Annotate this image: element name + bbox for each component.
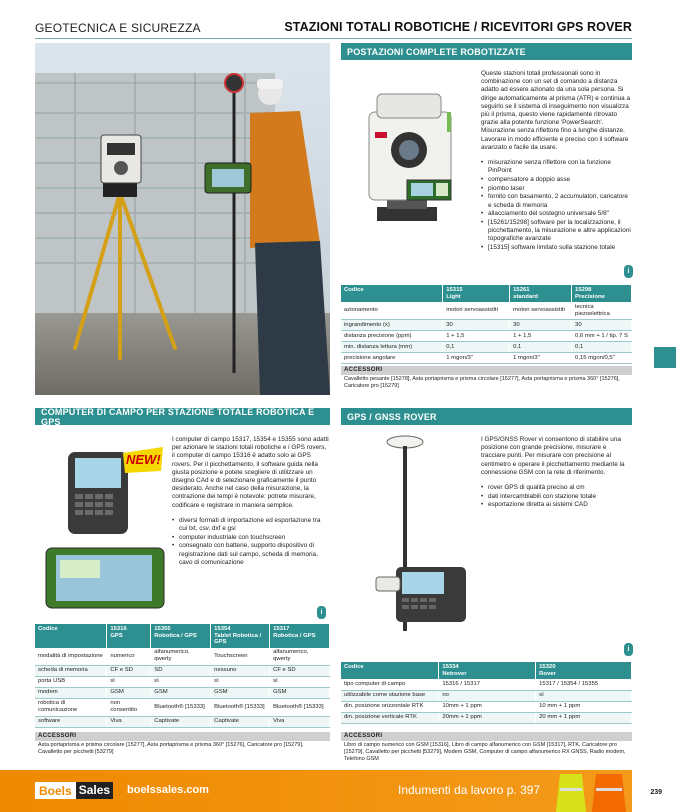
table-cell: 0,6 mm + 1 / tip. 7 S (572, 331, 632, 342)
table-cell: alfanumerico, qwerty (151, 648, 211, 666)
table-cell: Touchscreen (211, 648, 270, 666)
header-divider (35, 38, 632, 39)
logo-part-sales: Sales (76, 782, 113, 799)
list-item: • diversi formati di importazione ed esportazione tra cui txt, csv, dxf e gsi (172, 517, 330, 533)
table-cell: min. distanza lettura (mm) (341, 342, 443, 353)
table-cell: scheda di memoria (35, 665, 107, 676)
workwear-illustration (552, 770, 632, 812)
list-item: • dati intercambiabili con stazione totale (481, 493, 631, 501)
footer-url-link[interactable]: boelssales.com (127, 784, 209, 796)
table-cell: GSM (151, 687, 211, 698)
table-header: Codice (341, 285, 443, 302)
info-icon[interactable]: i (624, 643, 633, 656)
table-cell: 0,1 (443, 342, 510, 353)
table-cell: 0,1 (572, 342, 632, 353)
table-cell: robotica di comunicazione (35, 698, 107, 716)
section-title-computer: COMPUTER DI CAMPO PER STAZIONE TOTALE ROBOTICA E GPS (35, 408, 330, 425)
table-cell: Captivate (211, 716, 270, 727)
table-header: 15261 standard (510, 285, 572, 302)
logo-part-boels: Boels (35, 782, 76, 799)
table-cell: Bluetooth® [15333] (151, 698, 211, 716)
table-row (35, 687, 330, 698)
table-cell: numerico (107, 648, 151, 666)
table-cell: modalità di impostazione (35, 648, 107, 666)
table-cell: 1 mgon/3" (510, 353, 572, 364)
gps-text (481, 436, 631, 510)
table-header: Codice (341, 662, 439, 679)
table-cell: ingrandimento (x) (341, 320, 443, 331)
gps-spec-table (341, 662, 632, 724)
table-cell: 30 (572, 320, 632, 331)
table-cell: sì (107, 676, 151, 687)
postazioni-bullets (481, 159, 631, 252)
computer-accessories (35, 732, 330, 757)
gps-accessories (341, 732, 632, 764)
table-cell: din. posizione verticale RTK (341, 712, 439, 723)
page-number: 239 (650, 789, 662, 796)
table-header: 15354 Tablet Robotica / GPS (211, 624, 270, 648)
table-cell: 0,15 mgon/0,5" (572, 353, 632, 364)
table-header-row (341, 662, 632, 679)
table-row (35, 648, 330, 666)
table-cell: motori servoassistiti (443, 302, 510, 320)
table-header: 15334 Netrover (439, 662, 536, 679)
table-cell: modem (35, 687, 107, 698)
table-header: 15298 Precisione (572, 285, 632, 302)
gps-rover-photo (360, 432, 470, 637)
table-cell: utilizzabile come stazione base (341, 690, 439, 701)
table-cell: 15316 / 15317 (439, 679, 536, 690)
postazioni-text (481, 70, 631, 253)
table-cell: CF e SD (270, 665, 330, 676)
section-title-postazioni: POSTAZIONI COMPLETE ROBOTIZZATE (341, 43, 632, 60)
table-cell: porta USB (35, 676, 107, 687)
gps-bullets (481, 484, 631, 510)
table-cell: SD (151, 665, 211, 676)
accessories-text: Cavalletto pesante [15278], Asta portaprisma e prisma circolare [15277], Asta portaprisma e prisma 360° [15276], Caricatore pro [15279] (344, 376, 620, 389)
computer-spec-table (35, 624, 330, 728)
table-cell: 1 mgon/3" (443, 353, 510, 364)
accessories-text: Asta portaprisma e prisma circolare [15277], Asta portaprisma e prisma 360° [15276], Caricatore pro [15279], Cavalletto per picchetti [53279] (38, 742, 304, 755)
list-item: • fornito con basamento, 2 accumulatori, caricatore e scheda di memoria (481, 193, 631, 209)
list-item: • [15261/15298] software per la localizzazione, il picchettamento, la misurazione e altre applicazioni topografiche avanzate (481, 219, 631, 244)
new-badge (121, 445, 165, 475)
table-row (35, 665, 330, 676)
gps-description: I GPS/GNSS Rover vi consentono di stabilire una posizione con grande precisione, misurare e tracciare punti. Per misurare con precisione al centimetro e operare il picchettamento mediante la connessione GSM con la rete di riferimento. (481, 436, 625, 476)
table-cell: 1 + 1,5 (443, 331, 510, 342)
table-cell: nessuno (211, 665, 270, 676)
table-cell: sì (151, 676, 211, 687)
table-header: 15316 GPS (107, 624, 151, 648)
table-row (341, 679, 632, 690)
list-item: • piombo laser (481, 185, 631, 193)
table-header: Codice (35, 624, 107, 648)
accessories-text: Libro di campo numerico con GSM [15316], Libro di campo alfanumerico con GSM [15317], RTK, Caricatore pro [15279], Cavalletto per picchetti [53279], Modem GSM, Computer di campo alfanumerico RX GNSS, Radio modem, Telefono GSM (344, 742, 626, 762)
total-station-photo (347, 72, 471, 232)
table-cell: 30 (443, 320, 510, 331)
table-cell: CF e SD (107, 665, 151, 676)
section-title-gps: GPS / GNSS ROVER (341, 408, 632, 425)
table-cell: 10mm + 1 ppm (439, 701, 536, 712)
list-item: • consegnato con batterie, supporto dispositivo di registrazione dati sul campo, scheda di memoria, cavo di comunicazione (172, 542, 330, 567)
list-item: • misurazione senza riflettore con la funzione PinPoint (481, 159, 631, 175)
table-cell: tipo computer di campo (341, 679, 439, 690)
boels-sales-logo[interactable] (35, 782, 113, 799)
construction-site-photo (35, 43, 330, 395)
table-cell: software (35, 716, 107, 727)
list-item: • rover GPS di qualità preciso al cm (481, 484, 631, 492)
table-row (341, 690, 632, 701)
computer-bullets (172, 517, 330, 567)
info-icon[interactable]: i (317, 606, 326, 619)
list-item: • esportazione diretta ai sistemi CAD (481, 501, 631, 509)
table-row (341, 701, 632, 712)
postazioni-accessories (341, 366, 632, 391)
page-title: STAZIONI TOTALI ROBOTICHE / RICEVITORI GPS ROVER (284, 20, 632, 34)
table-row (341, 331, 632, 342)
table-header: 15315 Light (443, 285, 510, 302)
table-row (341, 302, 632, 320)
table-cell: 10 mm + 1 ppm (536, 701, 632, 712)
table-cell: 30 (510, 320, 572, 331)
side-tab-marker (654, 347, 676, 368)
table-row (341, 320, 632, 331)
table-cell: Bluetooth® [15333] (211, 698, 270, 716)
table-row (341, 712, 632, 723)
table-row (35, 676, 330, 687)
accessories-title: ACCESSORI (341, 366, 632, 375)
table-cell: GSM (107, 687, 151, 698)
section-category: GEOTECNICA E SICUREZZA (35, 21, 201, 35)
table-header-row (341, 285, 632, 302)
table-cell: Viva (270, 716, 330, 727)
table-cell: Bluetooth® [15333] (270, 698, 330, 716)
table-cell: GSM (270, 687, 330, 698)
table-cell: 20 mm + 1 ppm (536, 712, 632, 723)
table-cell: 0,1 (510, 342, 572, 353)
list-item: • computer industriale con touchscreen (172, 534, 330, 542)
new-badge-label: NEW! (126, 452, 161, 467)
table-cell: azionamento (341, 302, 443, 320)
table-header: 15355 Robotica / GPS (151, 624, 211, 648)
computer-description: I computer di campo 15317, 15354 e 15355 sono adatti per azionare le stazioni totali robotiche e i GPS rovers, il computer di campo 15316 è adatto solo ai GPS rovers. Per il picchettamento, il software guida nella giusta posizione e potete scegliere di utilizzare un disegno CAd e di selezionare graficamente il punto desiderato. Anche nel caso della misurazione, la contrazione dei tempi è notevole: potrete misurare, codificare e registrare in maniera semplice. (172, 436, 329, 509)
table-cell: 1 + 1,5 (510, 331, 572, 342)
table-cell: motori servoassistiti (510, 302, 572, 320)
table-cell: tecnica piezoelettrica (572, 302, 632, 320)
table-header-row (35, 624, 330, 648)
table-cell: precisione angolare (341, 353, 443, 364)
table-row (35, 698, 330, 716)
table-cell: no (439, 690, 536, 701)
table-cell: distanza precisione (ppm) (341, 331, 443, 342)
list-item: • compensatore a doppio asse (481, 176, 631, 184)
list-item: • [15315] software limitato sulla stazione totale (481, 244, 631, 252)
table-cell: sì (536, 690, 632, 701)
footer-cross-reference: Indumenti da lavoro p. 397 (398, 783, 541, 797)
table-cell: Viva (107, 716, 151, 727)
postazioni-spec-table (341, 285, 632, 364)
table-cell: non consentito (107, 698, 151, 716)
list-item: • allacciamento del sostegno universale 5/8" (481, 210, 631, 218)
table-cell: din. posizione orizzontale RTK (341, 701, 439, 712)
computer-text (172, 436, 330, 568)
table-row (341, 353, 632, 364)
postazioni-description: Queste stazioni totali professionali sono in combinazione con un set di comando a distanza adatto ad essere azionato da una sola persona. Si dirige automaticamente al prisma (ATR) e continua a seguirlo se il sistema di inseguimento non visualizza più il prisma, questo viene rapidamente ritrovato grazie alla potente funzione 'PowerSearch'. Misurazione senza riflettore fino a lunghe distanze. Lavorare in modo efficiente e preciso con il software avanzato e facile da usare. (481, 70, 631, 151)
table-cell: Captivate (151, 716, 211, 727)
table-row (35, 716, 330, 727)
table-cell: sì (211, 676, 270, 687)
table-header: 15320 Rover (536, 662, 632, 679)
table-header: 15317 Robotica / GPS (270, 624, 330, 648)
info-icon[interactable]: i (624, 265, 633, 278)
table-cell: GSM (211, 687, 270, 698)
table-cell: sì (270, 676, 330, 687)
table-cell: 20mm + 1 ppm (439, 712, 536, 723)
table-cell: 15317 / 15354 / 15355 (536, 679, 632, 690)
table-cell: alfanumerico, qwerty (270, 648, 330, 666)
accessories-title: ACCESSORI (341, 732, 632, 741)
accessories-title: ACCESSORI (35, 732, 330, 741)
table-row (341, 342, 632, 353)
